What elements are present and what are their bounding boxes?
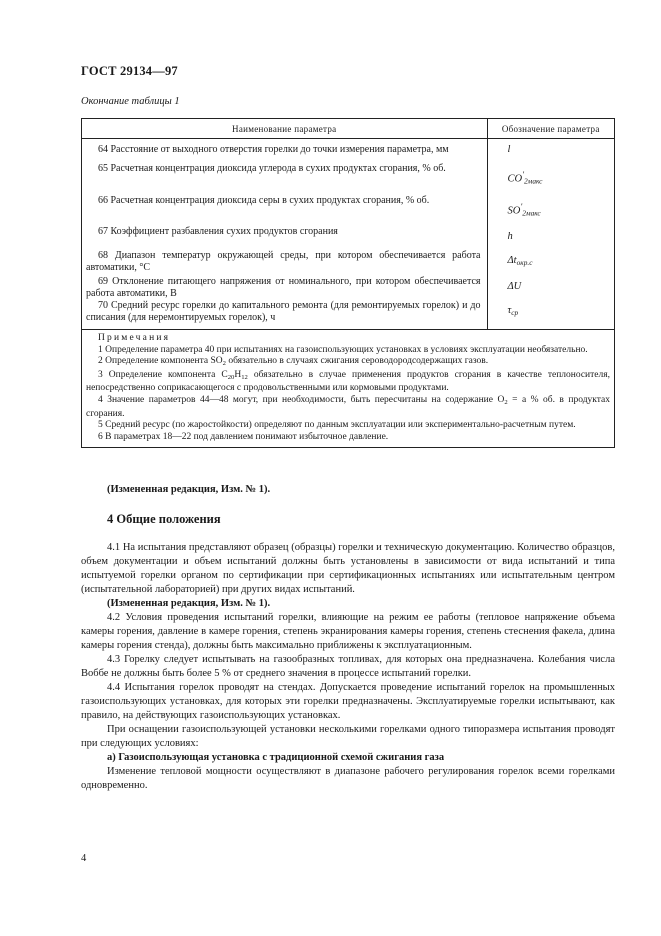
note-1: 1 Определение параметра 40 при испытаниях на газоиспользующих установках в условиях эксплуатации необязательно. — [98, 344, 588, 355]
note-6: 6 В параметрах 18—22 под давлением понимают избыточное давление. — [98, 431, 389, 442]
table-row — [82, 276, 615, 300]
parameter-name: 69 Отклонение питающего напряжения от номинального, при котором обеспечивается работа автоматики, В — [82, 276, 488, 300]
table-row — [82, 250, 615, 276]
parameter-name: 68 Диапазон температур окружающей среды, при котором обеспечивается работа автоматики, °С — [82, 250, 488, 276]
table-row — [82, 139, 615, 164]
table-row — [82, 300, 615, 330]
edit-note-2: (Измененная редакция, Изм. № 1). — [107, 598, 271, 609]
note-3: 3 Определение компонента $C_{20}H_{12}$ обязательно в случае применения продуктов сгорания в качестве теплоносителя, непосредственно соприкасающегося с продовольственными или кормовыми продуктами. — [86, 369, 610, 394]
parameter-symbol: ΔU — [487, 276, 615, 300]
column-header-name: Наименование параметра — [82, 119, 488, 139]
paragraph-4-2: 4.2 Условия проведения испытаний горелки, влияющие на режим ее работы (тепловое напряжение объема камеры горения, давление в камере горения, степень экранирования камеры горения, степень стеснения факела, длина камеры горения стенда), должны быть максимально приближены к эксплуатационным. — [81, 612, 615, 651]
paragraph-4-3: 4.3 Горелку следует испытывать на газообразных топливах, для которых она предназначена. Колебания числа Воббе не должны быть более 5 % от среднего значения в процессе испытаний горелки. — [81, 654, 615, 679]
notes-title: Примечания — [98, 333, 171, 343]
table-row — [82, 226, 615, 250]
page-number: 4 — [81, 853, 87, 864]
paragraph-conditions: При оснащении газоиспользующей установки несколькими горелками одного типоразмера испытания проводят при следующих условиях: — [81, 724, 615, 749]
note-2: 2 Определение компонента $SO_2$ обязательно в случаях сжигания сероводородсодержащих газов. — [98, 356, 489, 368]
parameter-symbol: $SO'_{2макс}$ — [487, 195, 615, 227]
parameters-table — [81, 118, 615, 448]
section-title: 4 Общие положения — [107, 512, 221, 526]
parameter-name: 64 Расстояние от выходного отверстия горелки до точки измерения параметра, мм — [82, 139, 488, 164]
parameter-symbol: l — [487, 139, 615, 164]
paragraph-power-change: Изменение тепловой мощности осуществляют в диапазоне рабочего регулирования горелок всеми горелками одновременно. — [81, 766, 615, 791]
column-header-symbol: Обозначение параметра — [487, 119, 615, 139]
parameter-name: 66 Расчетная концентрация диоксида серы в сухих продуктах сгорания, % об. — [82, 195, 488, 227]
note-4: 4 Значение параметров 44—48 могут, при необходимости, быть пересчитаны на содержание $O_2 = a$ % об. в продуктах сгорания. — [86, 394, 611, 419]
parameter-symbol: $\tau_{ср}$ — [487, 300, 615, 330]
parameter-symbol: $\Delta t_{окр.с}$ — [487, 250, 615, 276]
paragraph-4-4: 4.4 Испытания горелок проводят на стендах. Допускается проведение испытаний горелок на промышленных газоиспользующих установках, для которых эти горелки предназначены. Эксплуатируемые горелки испытывают, как правило, на действующих газоиспользующих установках. — [81, 682, 615, 721]
parameter-name: 70 Средний ресурс горелки до капитального ремонта (для ремонтируемых горелок) и до списания (для неремонтируемых горелок), ч — [82, 300, 488, 330]
body-text — [81, 541, 615, 793]
table-row — [82, 163, 615, 195]
parameter-symbol: $CO'_{2макс}$ — [487, 163, 615, 195]
table-row — [82, 195, 615, 227]
paragraph-item-a: а) Газоиспользующая установка с традиционной схемой сжигания газа — [107, 752, 445, 763]
parameter-symbol: h — [487, 226, 615, 250]
parameter-name: 65 Расчетная концентрация диоксида углерода в сухих продуктах сгорания, % об. — [82, 163, 488, 195]
table-notes — [82, 330, 615, 448]
parameter-name: 67 Коэффициент разбавления сухих продуктов сгорания — [82, 226, 488, 250]
paragraph-4-1: 4.1 На испытания представляют образец (образцы) горелки и техническую документацию. Количество образцов, объем документации и объем испытаний должны быть установлены в зависимости от вида испытаний и типа испытуемой горелки органом по сертификации при сертификационных испытаниях или испытательным центром (испытательной лабораторией) при других видах испытаний. — [81, 542, 615, 595]
edit-note: (Измененная редакция, Изм. № 1). — [107, 484, 271, 495]
table-caption: Окончание таблицы 1 — [81, 96, 180, 107]
document-header: ГОСТ 29134—97 — [81, 64, 178, 78]
note-5: 5 Средний ресурс (по жаростойкости) определяют по данным эксплуатации или экспериментально-расчетным путем. — [98, 420, 576, 431]
